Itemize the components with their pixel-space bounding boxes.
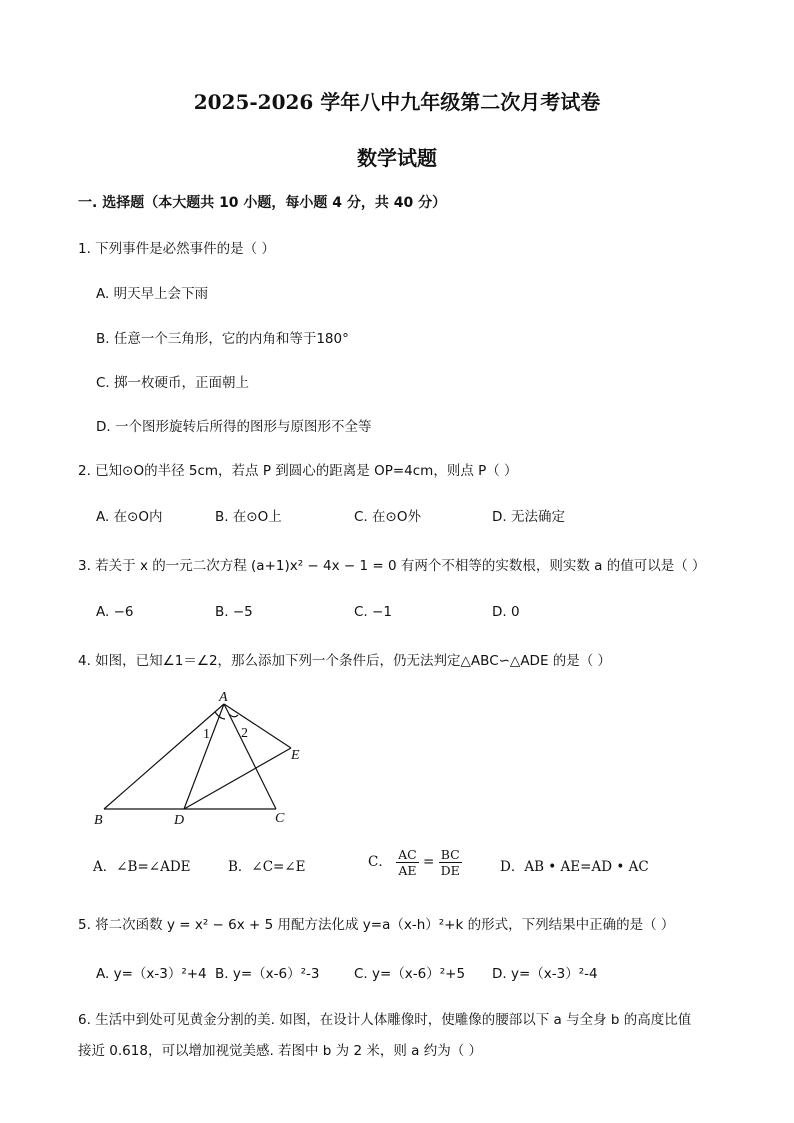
fraction-numerator: BC <box>439 847 462 863</box>
question-6-line-2: 接近 0.618，可以增加视觉美感. 若图中 b 为 2 米，则 a 约为（ ） <box>78 1043 482 1059</box>
fraction-denominator: AE <box>398 863 417 878</box>
question-2-stem: 2. 已知⊙O的半径 5cm，若点 P 到圆心的距离是 OP=4cm，则点 P（ ） <box>78 463 518 479</box>
angle-1-label: 1 <box>203 727 210 742</box>
segment-ac <box>224 704 276 809</box>
point-c-label: C <box>275 811 285 826</box>
equals-sign: = <box>423 854 435 870</box>
question-2-option-b: B. 在⊙O上 <box>215 509 282 525</box>
question-2-option-d: D. 无法确定 <box>492 509 565 525</box>
page-title: 2025-2026 学年八中九年级第二次月考试卷 <box>193 90 601 114</box>
question-3-option-d: D. 0 <box>492 604 520 620</box>
question-1-option-d: D. 一个图形旋转后所得的图形与原图形不全等 <box>96 419 372 435</box>
question-1-option-a: A. 明天早上会下雨 <box>96 286 209 302</box>
point-b-label: B <box>94 813 103 828</box>
point-e-label: E <box>291 748 300 763</box>
question-1-option-c: C. 掷一枚硬币，正面朝上 <box>96 375 250 391</box>
segment-ae <box>224 704 291 748</box>
question-5-option-b: B. y=（x-6）²-3 <box>215 966 320 982</box>
question-3-option-a: A. −6 <box>96 604 134 620</box>
question-4-option-b: B．∠C=∠E <box>228 859 306 875</box>
point-a-label: A <box>219 690 228 705</box>
triangle-figure <box>88 686 318 831</box>
question-2-option-c: C. 在⊙O外 <box>354 509 421 525</box>
question-3-option-c: C. −1 <box>354 604 392 620</box>
question-5-option-d: D. y=（x-3）²-4 <box>492 966 598 982</box>
question-1-option-b: B. 任意一个三角形，它的内角和等于180° <box>96 331 349 347</box>
question-5-option-a: A. y=（x-3）²+4 <box>96 966 207 982</box>
point-d-label: D <box>174 813 185 828</box>
section-heading: 一. 选择题（本大题共 10 小题，每小题 4 分，共 40 分） <box>78 195 447 211</box>
question-2-option-a: A. 在⊙O内 <box>96 509 163 525</box>
option-c-prefix: C． <box>368 854 392 870</box>
fraction-denominator: DE <box>440 863 460 878</box>
fraction-numerator: AC <box>398 847 417 862</box>
segment-de <box>184 748 291 809</box>
question-4-option-c <box>368 847 462 878</box>
question-3-stem: 3. 若关于 x 的一元二次方程 (a+1)x² − 4x − 1 = 0 有两个不相等的实数根，则实数 a 的值可以是（ ） <box>78 558 706 574</box>
question-6-line-1: 6. 生活中到处可见黄金分割的美. 如图，在设计人体雕像时，使雕像的腰部以下 a 与全身 b 的高度比值 <box>78 1012 692 1028</box>
question-1-stem: 1. 下列事件是必然事件的是（ ） <box>78 241 275 257</box>
fraction-ac-ae <box>396 847 419 878</box>
page-subtitle: 数学试题 <box>357 146 437 170</box>
fraction-bc-de <box>439 847 462 878</box>
angle-2-label: 2 <box>241 726 248 741</box>
question-4-stem: 4. 如图，已知∠1＝∠2，那么添加下列一个条件后，仍无法判定△ABC∽△ADE 的是（ ） <box>78 653 612 669</box>
question-3-option-b: B. −5 <box>215 604 253 620</box>
question-5-option-c: C. y=（x-6）²+5 <box>354 966 466 982</box>
question-4-option-d: D．AB • AE=AD • AC <box>500 859 649 875</box>
question-5-stem: 5. 将二次函数 y = x² − 6x + 5 用配方法化成 y=a（x-h）²+k 的形式，下列结果中正确的是（ ） <box>78 917 675 933</box>
segment-ad <box>184 704 224 809</box>
segment-ab <box>104 704 224 809</box>
question-4-option-a: A．∠B=∠ADE <box>93 859 191 875</box>
